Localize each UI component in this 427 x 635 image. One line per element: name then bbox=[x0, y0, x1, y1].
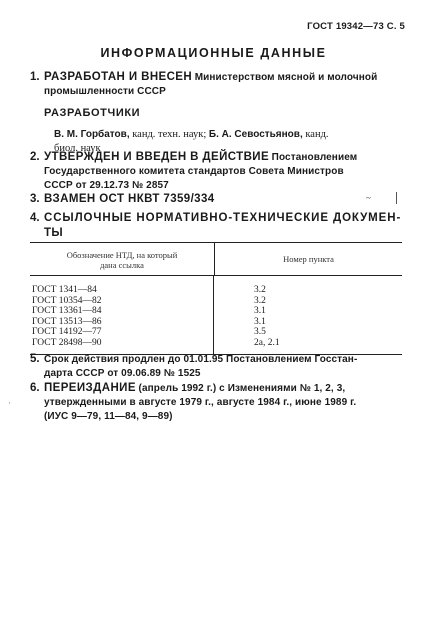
section-1-text-1: Министерством мясной и молочной bbox=[194, 72, 378, 83]
developer-1-degree: канд. техн. наук; bbox=[132, 129, 207, 140]
table-row-document: ГОСТ 14192—77 bbox=[32, 327, 102, 337]
table-header-item: Номер пункта bbox=[283, 254, 334, 264]
section-5-number: 5. bbox=[30, 353, 40, 365]
table-column-documents bbox=[30, 276, 214, 354]
margin-dot: · bbox=[8, 398, 11, 408]
section-3-lead: ВЗАМЕН ОСТ НКВТ 7359/334 bbox=[44, 193, 215, 205]
section-4-number: 4. bbox=[30, 212, 40, 224]
table-header-document-line-2: дана ссылка bbox=[100, 260, 144, 270]
section-3-number: 3. bbox=[30, 193, 40, 205]
section-2-text-3: СССР от 29.12.73 № 2857 bbox=[44, 180, 169, 191]
table-header bbox=[30, 243, 402, 276]
developer-2-name: Б. А. Севостьянов, bbox=[208, 129, 303, 140]
developers-block bbox=[30, 106, 402, 120]
table-header-document bbox=[30, 243, 215, 275]
section-4 bbox=[30, 211, 402, 240]
table-row-item: 3.2 bbox=[254, 295, 266, 306]
section-6-number: 6. bbox=[30, 382, 40, 394]
table-row-document: ГОСТ 28498—90 bbox=[32, 337, 102, 348]
section-5-text-2: дарта СССР от 09.06.89 № 1525 bbox=[44, 368, 201, 379]
table-header-document-line-1: Обозначение НТД, на который bbox=[66, 250, 178, 260]
table-row-document: ГОСТ 10354—82 bbox=[32, 295, 102, 306]
developers-label: РАЗРАБОТЧИКИ bbox=[44, 107, 141, 119]
section-5-text-1: Срок действия продлен до 01.01.95 Постановлением Госстан- bbox=[44, 354, 358, 365]
margin-mark: ~ bbox=[366, 193, 371, 203]
table-row-item: 3.1 bbox=[254, 306, 266, 316]
section-2-lead: УТВЕРЖДЕН И ВВЕДЕН В ДЕЙСТВИЕ bbox=[44, 151, 270, 163]
table-row-document: ГОСТ 13513—86 bbox=[32, 316, 102, 327]
section-4-lead-1: ССЫЛОЧНЫЕ НОРМАТИВНО-ТЕХНИЧЕСКИЕ ДОКУМЕН- bbox=[44, 212, 402, 224]
section-6-lead: ПЕРЕИЗДАНИЕ bbox=[44, 382, 136, 394]
section-6-text-3: (ИУС 9—79, 11—84, 9—89) bbox=[44, 411, 173, 422]
section-6 bbox=[30, 381, 402, 424]
table-row-item: 2а, 2.1 bbox=[254, 337, 280, 348]
page-title: ИНФОРМАЦИОННЫЕ ДАННЫЕ bbox=[100, 46, 327, 60]
section-2 bbox=[30, 150, 402, 193]
section-2-text-1: Постановлением bbox=[271, 152, 358, 163]
reference-table bbox=[30, 242, 402, 355]
standard-reference-header: ГОСТ 19342—73 С. 5 bbox=[307, 21, 405, 32]
table-column-items bbox=[214, 285, 402, 348]
margin-bar bbox=[396, 192, 397, 204]
developer-2-degree-a: канд. bbox=[305, 129, 329, 140]
developer-1-name: В. М. Горбатов, bbox=[54, 129, 130, 140]
table-row-item: 3.5 bbox=[254, 327, 266, 337]
section-1-text-2: промышленности СССР bbox=[44, 86, 166, 97]
table-row-item: 3.2 bbox=[254, 285, 266, 295]
table-row-document: ГОСТ 13361—84 bbox=[32, 306, 102, 316]
section-2-number: 2. bbox=[30, 151, 40, 163]
table-row-item: 3.1 bbox=[254, 316, 266, 327]
section-1-number: 1. bbox=[30, 71, 40, 83]
table-body bbox=[30, 276, 402, 355]
section-3 bbox=[30, 192, 402, 207]
section-4-lead-2: ТЫ bbox=[44, 227, 64, 239]
section-1-lead: РАЗРАБОТАН И ВНЕСЕН bbox=[44, 71, 193, 83]
section-6-text-1: (апрель 1992 г.) с Изменениями № 1, 2, 3, bbox=[138, 383, 346, 394]
developer-2-degree-b: биол. наук bbox=[54, 143, 101, 154]
section-6-text-2: утвержденными в августе 1979 г., августе 1984 г., июне 1989 г. bbox=[44, 397, 357, 408]
table-row-document: ГОСТ 1341—84 bbox=[32, 285, 97, 295]
section-5 bbox=[30, 352, 402, 381]
section-2-text-2: Государственного комитета стандартов Совета Министров bbox=[44, 166, 344, 177]
section-1 bbox=[30, 70, 402, 99]
